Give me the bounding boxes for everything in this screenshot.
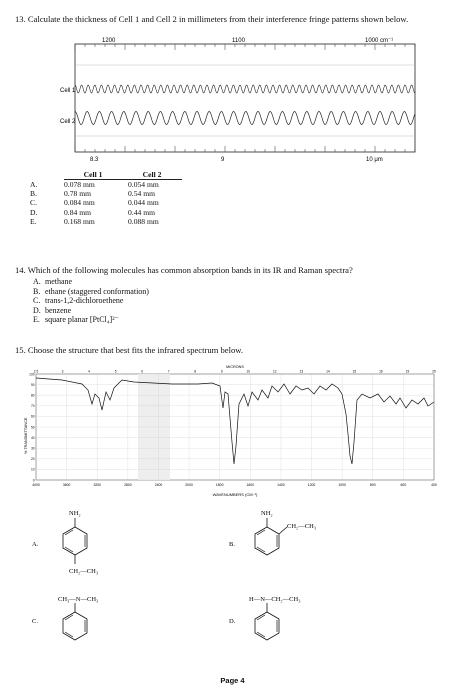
structure-a[interactable]: [28, 505, 148, 587]
option-letter: D.: [30, 207, 38, 217]
col-header-cell-1: Cell 1: [64, 170, 128, 180]
group-bottom: CH₂—CH₃: [69, 568, 99, 575]
option-letter: B.: [229, 541, 235, 548]
option-cell1: 0.78 mm: [64, 189, 92, 199]
fringe-pattern-figure: [60, 36, 422, 164]
option-cell1: 0.078 mm: [64, 180, 95, 189]
group-top: NH₂: [69, 510, 81, 517]
ir-x-tick-label: 3600: [62, 483, 71, 487]
ir-y-tick-label: 70: [30, 404, 35, 409]
ir-micron-tick-label: 6: [141, 369, 144, 374]
option-letter: C.: [32, 618, 38, 625]
group-top: NH₂: [261, 510, 273, 517]
ir-spectrum-figure: [22, 364, 442, 498]
option-letter: E.: [33, 315, 40, 325]
option-letter: E.: [30, 216, 37, 226]
ir-micron-tick-label: 7: [167, 369, 170, 374]
ir-micron-tick-label: 19: [405, 369, 410, 374]
question-number: 13.: [15, 14, 26, 24]
option-cell2: 0.054 mm: [128, 180, 159, 189]
option-e[interactable]: [33, 315, 149, 325]
ir-micron-tick-label: 8: [194, 369, 197, 374]
option-letter: C.: [33, 296, 41, 306]
option-d[interactable]: [33, 306, 149, 316]
option-b[interactable]: [33, 287, 149, 297]
transmittance-label: % TRANSMITTANCE: [24, 417, 28, 454]
bottom-tick-9: 9: [221, 157, 225, 163]
question-14: [15, 265, 455, 275]
question-number: 15.: [15, 345, 26, 355]
ir-x-tick-label: 600: [400, 483, 407, 487]
ir-x-tick-label: 1600: [246, 483, 255, 487]
option-row[interactable]: [30, 180, 182, 189]
option-letter: A.: [32, 541, 39, 548]
benzene-ring: [63, 612, 87, 640]
option-letter: D.: [33, 305, 41, 315]
ir-micron-tick-label: 4: [88, 369, 90, 374]
ir-x-tick-label: 3200: [93, 483, 102, 487]
cell-1-label: Cell 1: [60, 88, 76, 94]
ir-y-tick-label: 50: [30, 425, 35, 430]
option-letter: A.: [33, 277, 41, 286]
cell-1-fringe-trace: [75, 85, 415, 93]
option-text: square planar [PtCl₄]²⁻: [45, 315, 119, 325]
option-row[interactable]: [30, 189, 182, 198]
ir-micron-tick-label: 14: [326, 369, 330, 374]
ir-micron-tick-label: 2.5: [33, 369, 39, 374]
question-text: Which of the following molecules has common absorption bands in its IR and Raman spectra?: [27, 265, 353, 275]
benzene-ring: [63, 527, 87, 555]
option-text: benzene: [45, 305, 72, 315]
option-letter: D.: [229, 618, 236, 625]
q14-options: [33, 277, 149, 325]
ir-y-tick-label: 100: [29, 372, 35, 377]
option-cell1: 0.168 mm: [64, 216, 95, 226]
benzene-ring: [255, 612, 279, 640]
top-tick-1000: 1000 cm⁻¹: [365, 38, 394, 44]
structure-c[interactable]: [28, 590, 148, 648]
ir-y-tick-label: 20: [30, 457, 35, 462]
question-15: [15, 345, 455, 355]
ir-x-tick-label: 1400: [277, 483, 285, 487]
page-number: Page 4: [220, 676, 245, 685]
microns-label: MICRONS: [226, 365, 244, 369]
top-tick-1200: 1200: [102, 38, 116, 44]
ir-y-tick-label: 10: [30, 467, 35, 472]
ir-micron-tick-label: 15: [352, 369, 357, 374]
ir-y-tick-label: 30: [30, 446, 35, 451]
question-text: Choose the structure that best fits the infrared spectrum below.: [27, 345, 244, 355]
ir-x-tick-label: 2400: [154, 483, 163, 487]
ir-y-tick-label: 80: [30, 393, 35, 398]
ir-micron-tick-label: 10: [246, 369, 251, 374]
option-cell1: 0.84 mm: [64, 207, 92, 217]
structure-d[interactable]: [225, 590, 355, 648]
ir-x-tick-label: 4000: [32, 483, 40, 487]
ir-x-tick-label: 2000: [185, 483, 193, 487]
ir-x-tick-label: 400: [431, 483, 437, 487]
option-text: ethane (staggered conformation): [45, 286, 149, 296]
option-text: methane: [45, 277, 73, 286]
ir-x-tick-label: 1800: [215, 483, 224, 487]
ir-x-tick-label: 2800: [124, 483, 132, 487]
ir-micron-tick-label: 3: [61, 369, 64, 374]
ir-micron-tick-label: 9: [220, 369, 223, 374]
wavenumbers-label: WAVENUMBERS (CM⁻¹): [212, 492, 258, 497]
ir-micron-tick-label: 25: [432, 369, 436, 374]
ir-micron-tick-label: 5: [114, 369, 117, 374]
benzene-ring: [255, 527, 279, 555]
question-number: 14.: [15, 265, 26, 275]
top-tick-1100: 1100: [232, 38, 245, 44]
option-letter: A.: [30, 180, 38, 189]
option-cell1: 0.084 mm: [64, 198, 95, 208]
ir-y-tick-label: 90: [30, 382, 35, 387]
option-row[interactable]: [30, 208, 182, 217]
ir-x-tick-label: 1200: [307, 483, 316, 487]
q13-answer-table: [30, 170, 182, 226]
ir-micron-tick-label: 12: [273, 369, 277, 374]
ir-x-tick-label: 1000: [338, 483, 346, 487]
option-text: trans-1,2-dichloroethene: [45, 296, 124, 306]
option-cell2: 0.044 mm: [128, 198, 159, 208]
question-text: Calculate the thickness of Cell 1 and Cell 2 in millimeters from their interference fringe patterns shown below.: [27, 14, 409, 24]
group-top: H—N—CH₂—CH₃: [249, 596, 301, 603]
option-cell2: 0.088 mm: [128, 216, 159, 226]
ir-micron-tick-label: 13: [299, 369, 304, 374]
option-cell2: 0.44 mm: [128, 207, 156, 217]
ir-x-tick-label: 800: [369, 483, 376, 487]
option-row[interactable]: [30, 198, 182, 207]
option-letter: C.: [30, 198, 37, 208]
option-row[interactable]: [30, 217, 182, 226]
bottom-tick-10: 10 μm: [366, 157, 383, 163]
option-cell2: 0.54 mm: [128, 189, 156, 199]
ir-y-tick-label: 0: [32, 478, 35, 483]
option-c[interactable]: [33, 296, 149, 306]
cell-2-label: Cell 2: [60, 119, 76, 125]
group-top: CH₃—N—CH₃: [58, 596, 99, 603]
option-letter: B.: [30, 189, 37, 199]
group-side: CH₂—CH₃: [287, 523, 317, 530]
structure-b[interactable]: [225, 505, 345, 565]
col-header-cell-2: Cell 2: [128, 170, 182, 180]
ir-y-tick-label: 60: [30, 414, 35, 419]
option-letter: B.: [33, 286, 41, 296]
question-13: [15, 14, 455, 24]
cell-2-fringe-trace: [75, 112, 415, 125]
bottom-tick-8-3: 8.3: [90, 157, 99, 163]
option-a[interactable]: [33, 277, 149, 287]
ir-micron-tick-label: 16: [379, 369, 383, 374]
ir-y-tick-label: 40: [30, 435, 35, 440]
